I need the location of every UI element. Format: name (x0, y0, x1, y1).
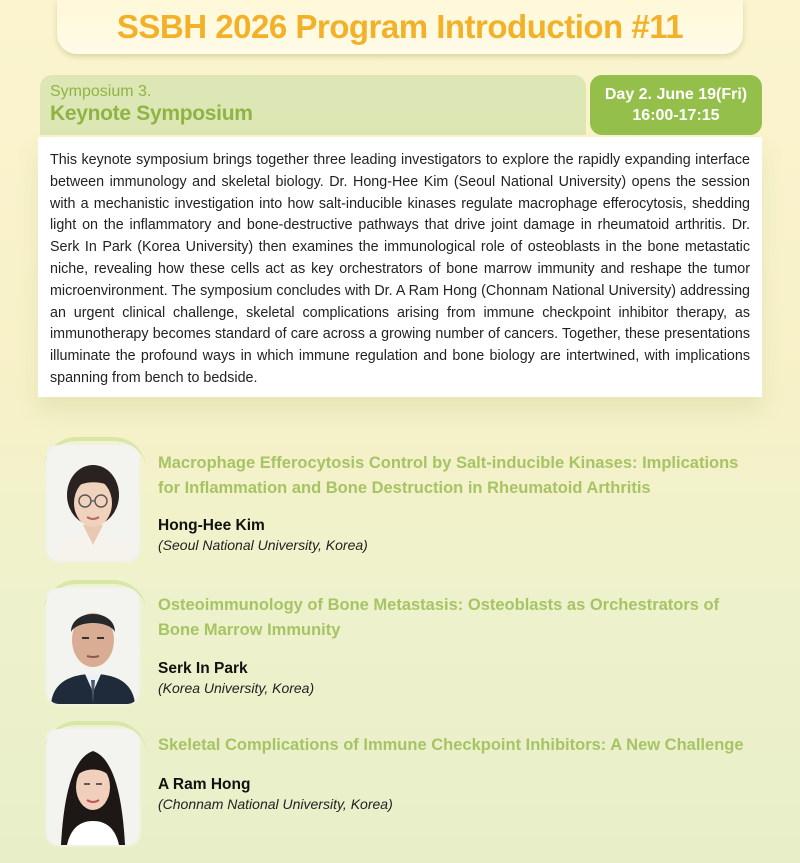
speaker-photo-frame (45, 443, 141, 563)
symposium-label-box (40, 75, 586, 135)
speaker-affiliation: (Korea University, Korea) (158, 680, 315, 696)
schedule-time: 16:00-17:15 (632, 107, 720, 124)
speaker-photo (47, 588, 139, 704)
schedule-badge (590, 75, 762, 135)
speaker-name: A Ram Hong (158, 776, 251, 793)
symposium-name: Keynote Symposium (50, 102, 253, 125)
speaker-photo-frame (45, 727, 141, 847)
description-text: This keynote symposium brings together three leading investigators to explore the rapidly expanding interface between immunology and skeletal biology. Dr. Hong-Hee Kim (Seoul National University) opens the session with a mechanistic investigation into how salt-inducible kinases regulate macrophage efferocytosis, shedding light on the inflammatory and bone-destructive pathways that drive joint damage in rheumatoid arthritis. Dr. Serk In Park (Korea University) then examines the immunological role of osteoblasts in the bone metastatic niche, revealing how these cells act as key orchestrators of bone marrow immunity and reshape the tumor microenvironment. The symposium concludes with Dr. A Ram Hong (Chonnam National University) addressing an urgent clinical challenge, skeletal complications arising from immune checkpoint inhibitor therapy, as immunotherapy becomes standard of care across a growing number of cancers. Together, these presentations illuminate the profound ways in which immune regulation and bone biology are intertwined, with implications spanning from bench to bedside. (50, 152, 750, 386)
speaker-affiliation: (Seoul National University, Korea) (158, 537, 368, 553)
title-banner (57, 0, 743, 54)
speaker-affiliation: (Chonnam National University, Korea) (158, 796, 393, 812)
speaker-photo (47, 729, 139, 845)
speaker-photo-frame (45, 586, 141, 706)
speaker-name: Hong-Hee Kim (158, 517, 265, 534)
page-title: SSBH 2026 Program Introduction #11 (116, 8, 684, 45)
speaker-card-1 (45, 443, 765, 563)
speaker-card-2 (45, 586, 765, 706)
schedule-day: Day 2. June 19(Fri) (604, 86, 748, 103)
symposium-number: Symposium 3. (50, 83, 152, 100)
speaker-card-3 (45, 727, 765, 847)
speaker-name: Serk In Park (158, 660, 248, 677)
talk-title: Macrophage Efferocytosis Control by Salt-inducible Kinases: Implications for Inflammation and Bone Destruction in Rheumatoid Arthritis (158, 454, 739, 497)
speaker-photo (47, 445, 139, 561)
talk-title: Skeletal Complications of Immune Checkpoint Inhibitors: A New Challenge (158, 736, 744, 754)
description-box (38, 137, 762, 397)
talk-title: Osteoimmunology of Bone Metastasis: Osteoblasts as Orchestrators of Bone Marrow Immunity (158, 596, 720, 639)
